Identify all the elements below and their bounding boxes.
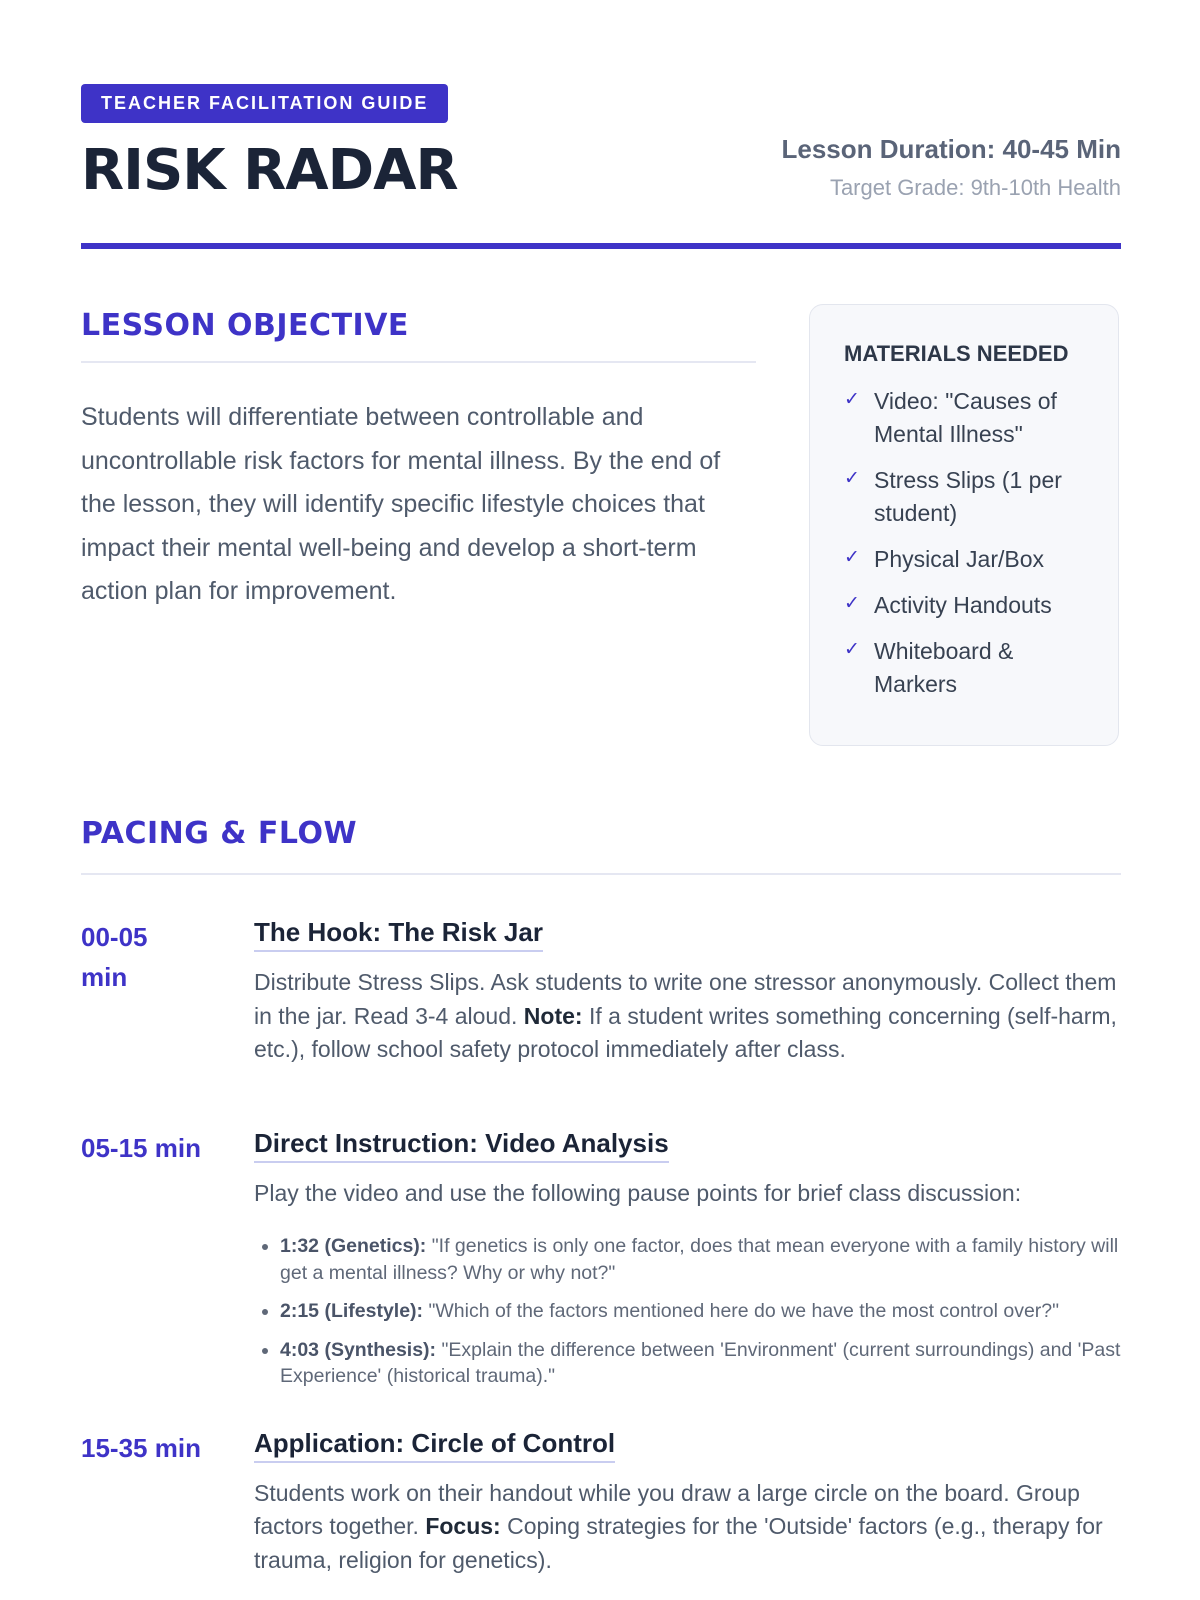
note-label: Note: [523,1002,583,1029]
materials-item-label: Stress Slips (1 per student) [874,467,1062,526]
objective-section [81,308,756,639]
step-body [254,1428,1121,1600]
step-text-part: Students work on their handout while you draw a large circle on the board. Group factors together. [254,1479,1080,1539]
pause-point-text: "Explain the difference between 'Environment' (current surroundings) and 'Past Experience' (historical trauma)." [280,1338,1121,1387]
objective-text: Students will differentiate between controllable and uncontrollable risk factors for mental illness. By the end of the lesson, they will identify specific lifestyle choices that impact their mental well-being and develop a short-term action plan for improvement. [81,403,721,605]
step-body [254,1128,1121,1402]
lesson-duration: Lesson Duration: 40-45 Min [781,134,1121,164]
step-description [254,966,1121,1067]
check-icon: ✓ [844,547,860,568]
step-title: Application: Circle of Control [254,1428,615,1463]
materials-heading: MATERIALS NEEDED [844,341,1069,366]
guide-type-badge: TEACHER FACILITATION GUIDE [81,84,448,123]
lesson-meta [782,134,1122,201]
materials-list [844,385,1088,701]
materials-card [809,304,1119,746]
step-description [254,1477,1121,1578]
step-description: Play the video and use the following pause points for brief class discussion: [254,1179,1022,1206]
materials-item [844,635,1088,701]
materials-item-label: Physical Jar/Box [874,546,1045,572]
step-text-part: Coping strategies for the 'Outside' factors (e.g., therapy for trauma, religion for genetics). [254,1513,1103,1573]
pause-point-text: "Which of the factors mentioned here do we have the most control over?" [428,1300,1060,1322]
check-icon: ✓ [844,593,860,614]
pause-point-text: "If genetics is only one factor, does that mean everyone with a family history will get a mental illness? Why or why not?" [280,1235,1119,1284]
lesson-title: RISK RADAR [81,138,458,203]
step-time: 05-15 min [81,1132,201,1163]
pacing-section [81,816,1121,1600]
step-title: The Hook: The Risk Jar [254,917,543,952]
check-icon: ✓ [844,468,860,489]
target-grade: Target Grade: 9th-10th Health [829,175,1121,200]
materials-item [844,385,1088,451]
pause-point [280,1233,1121,1286]
materials-item [844,543,1088,576]
pacing-heading: PACING & FLOW [81,816,1121,875]
pacing-step-instruction [81,1128,1121,1402]
pause-point-label: 4:03 (Synthesis): [280,1338,437,1361]
pacing-step-application [81,1428,1121,1600]
materials-item-label: Whiteboard & Markers [874,638,1014,697]
materials-item-label: Activity Handouts [874,592,1052,618]
pause-point-label: 1:32 (Genetics): [280,1235,427,1257]
step-time: 15-35 min [81,1432,201,1463]
check-icon: ✓ [844,639,860,660]
pause-point [280,1298,1121,1325]
pause-points-list [254,1233,1121,1390]
step-title: Direct Instruction: Video Analysis [254,1128,669,1163]
pacing-step-hook [81,917,1121,1090]
materials-item [844,589,1088,622]
step-time: 00-05 min [81,922,148,992]
materials-item-label: Video: "Causes of Mental Illness" [874,388,1057,447]
step-body [254,917,1121,1090]
header-divider [81,243,1121,249]
pause-point-label: 2:15 (Lifestyle): [280,1300,424,1322]
pause-point [280,1337,1121,1390]
focus-label: Focus: [425,1513,501,1539]
step-text-part: If a student writes something concerning (self-harm, etc.), follow school safety protocol immediately after class. [254,1002,1117,1062]
materials-item [844,464,1088,530]
step-text-part: Distribute Stress Slips. Ask students to write one stressor anonymously. Collect them in the jar. Read 3-4 aloud. [254,969,1117,1029]
check-icon: ✓ [844,389,860,410]
objective-heading: LESSON OBJECTIVE [81,308,756,363]
